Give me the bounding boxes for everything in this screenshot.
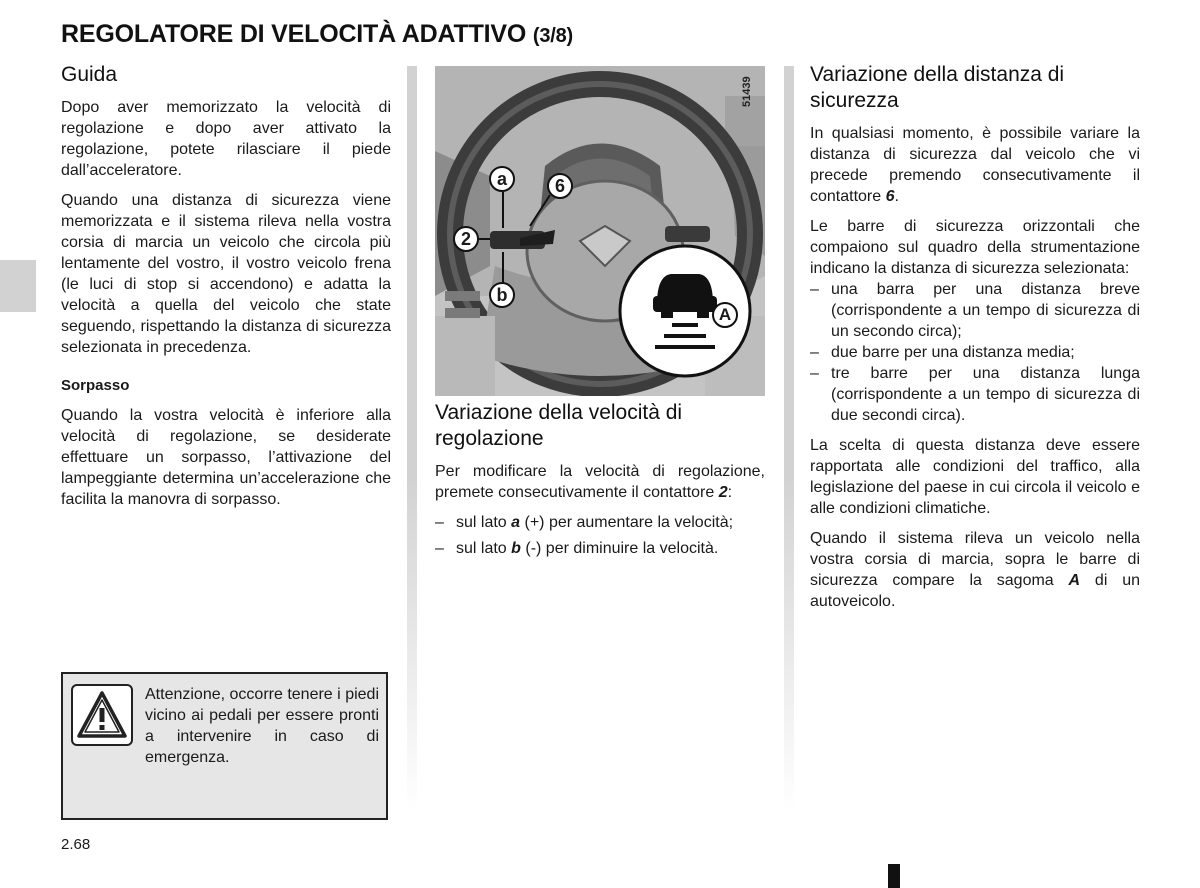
chapter-tab [0,260,36,312]
page-title-text: REGOLATORE DI VELOCITÀ ADATTIVO [61,20,527,48]
dash-mark: – [810,281,819,298]
distanza-paragraph-4-ref: A [1068,572,1081,589]
left-column [61,62,391,519]
distanza-paragraph-1-ref: 6 [885,188,895,205]
warning-text: Attenzione, occorre tenere i piedi vicino ai pedali per essere pronti a intervenire in caso di emergenza. [145,686,379,766]
list-item [810,279,1140,342]
list-item-ref: b [511,540,521,557]
figure-reference-number: 51439 [741,76,753,108]
list-item-text: (+) per aumentare la velocità; [520,514,734,531]
distanza-paragraph-4-text: Quando il sistema rileva un veicolo nella vostra corsia di marcia, sopra le barre di sicurezza compare la sagoma [810,530,1140,589]
steering-wheel-figure [435,66,765,396]
guida-paragraph-2: Quando una distanza di sicurezza viene memorizzata e il sistema rileva nella vostra corsia di marcia un veicolo che circola più lentamente del vostro, il vostro veicolo frena (le luci di stop si accendono) e adatta la velocità a quella del veicolo che state seguendo, rispettando la distanza di sicurezza selezionata in precedenza. [61,192,391,356]
page-number: 2.68 [61,836,91,853]
callout-b-label: b [496,285,508,305]
list-item-text: una barra per una distanza breve (corrispondente a un tempo di sicurezza di un secondo circa); [831,281,1140,340]
distanza-paragraph-1-text: In qualsiasi momento, è possibile variare la distanza di sicurezza dal veicolo che vi precede premendo consecutivamente il contattore [810,125,1140,205]
callout-a [489,166,515,192]
guida-paragraph-1: Dopo aver memorizzato la velocità di regolazione e dopo aver attivato la regolazione, potete rilasciare il piede dall’acceleratore. [61,99,391,179]
page-title [61,20,573,49]
warning-box [61,672,388,820]
callout-A [712,302,738,328]
callout-b [489,282,515,308]
list-item-text: (-) per diminuire la velocità. [520,540,719,557]
dash-mark: – [435,514,444,531]
corner-marker [888,864,900,888]
section-heading-velocita: Variazione della velocità di regolazione [435,401,683,450]
list-item-ref: a [511,514,521,531]
distanza-paragraph-1-end: . [894,188,899,205]
section-heading-guida: Guida [61,63,118,86]
callout-a-label: a [496,169,507,189]
distanza-paragraph-3: La scelta di questa distanza deve essere rapportata alle condizioni del traffico, alla legislazione del paese in cui circola il veicolo e alle condizioni climatiche. [810,437,1140,517]
list-item [435,538,765,559]
column-divider-left [407,66,417,812]
distanza-paragraph-2: Le barre di sicurezza orizzontali che compaiono sul quadro della strumentazione indicano la distanza di sicurezza selezionata: [810,218,1140,277]
callout-A-label: A [718,305,732,324]
warning-triangle-icon [71,684,133,746]
callout-2 [453,226,479,252]
callout-2-label: 2 [460,229,471,249]
velocita-intro-text: Per modificare la velocità di regolazione, premete consecutivamente il contattore [435,463,765,501]
callout-6-label: 6 [554,176,565,196]
list-item-text: tre barre per una distanza lunga (corrispondente a un tempo di sicurezza di due secondi circa). [831,365,1140,424]
dash-mark: – [435,540,444,557]
right-column [810,62,1140,621]
middle-column [435,400,765,568]
subheading-sorpasso: Sorpasso [61,377,130,394]
velocita-intro-ref: 2 [718,484,728,501]
velocita-intro-end: : [727,484,733,501]
list-item [810,342,1140,363]
list-item-text: sul lato [456,540,512,557]
list-item-text: due barre per una distanza media; [831,344,1075,361]
column-divider-right [784,66,794,812]
dash-mark: – [810,344,819,361]
distanza-paragraph-4-end: di un autoveicolo. [810,572,1141,610]
callout-6 [547,173,573,199]
list-item [810,363,1140,426]
dash-mark: – [810,365,819,382]
page-fraction: (3/8) [532,25,573,47]
section-heading-distanza: Variazione della distanza di sicurezza [810,63,1065,112]
distanza-list [810,279,1140,426]
list-item-text: sul lato [456,514,512,531]
velocita-list [435,512,765,559]
sorpasso-paragraph: Quando la vostra velocità è inferiore alla velocità di regolazione, se desiderate effettuare un sorpasso, l’attivazione del lampeggiante determina un’accelerazione che facilita la manovra di sorpasso. [61,407,391,508]
distanza-paragraph-4 [810,528,1140,612]
list-item [435,512,765,533]
velocita-intro [435,461,765,503]
distanza-paragraph-1 [810,123,1140,207]
